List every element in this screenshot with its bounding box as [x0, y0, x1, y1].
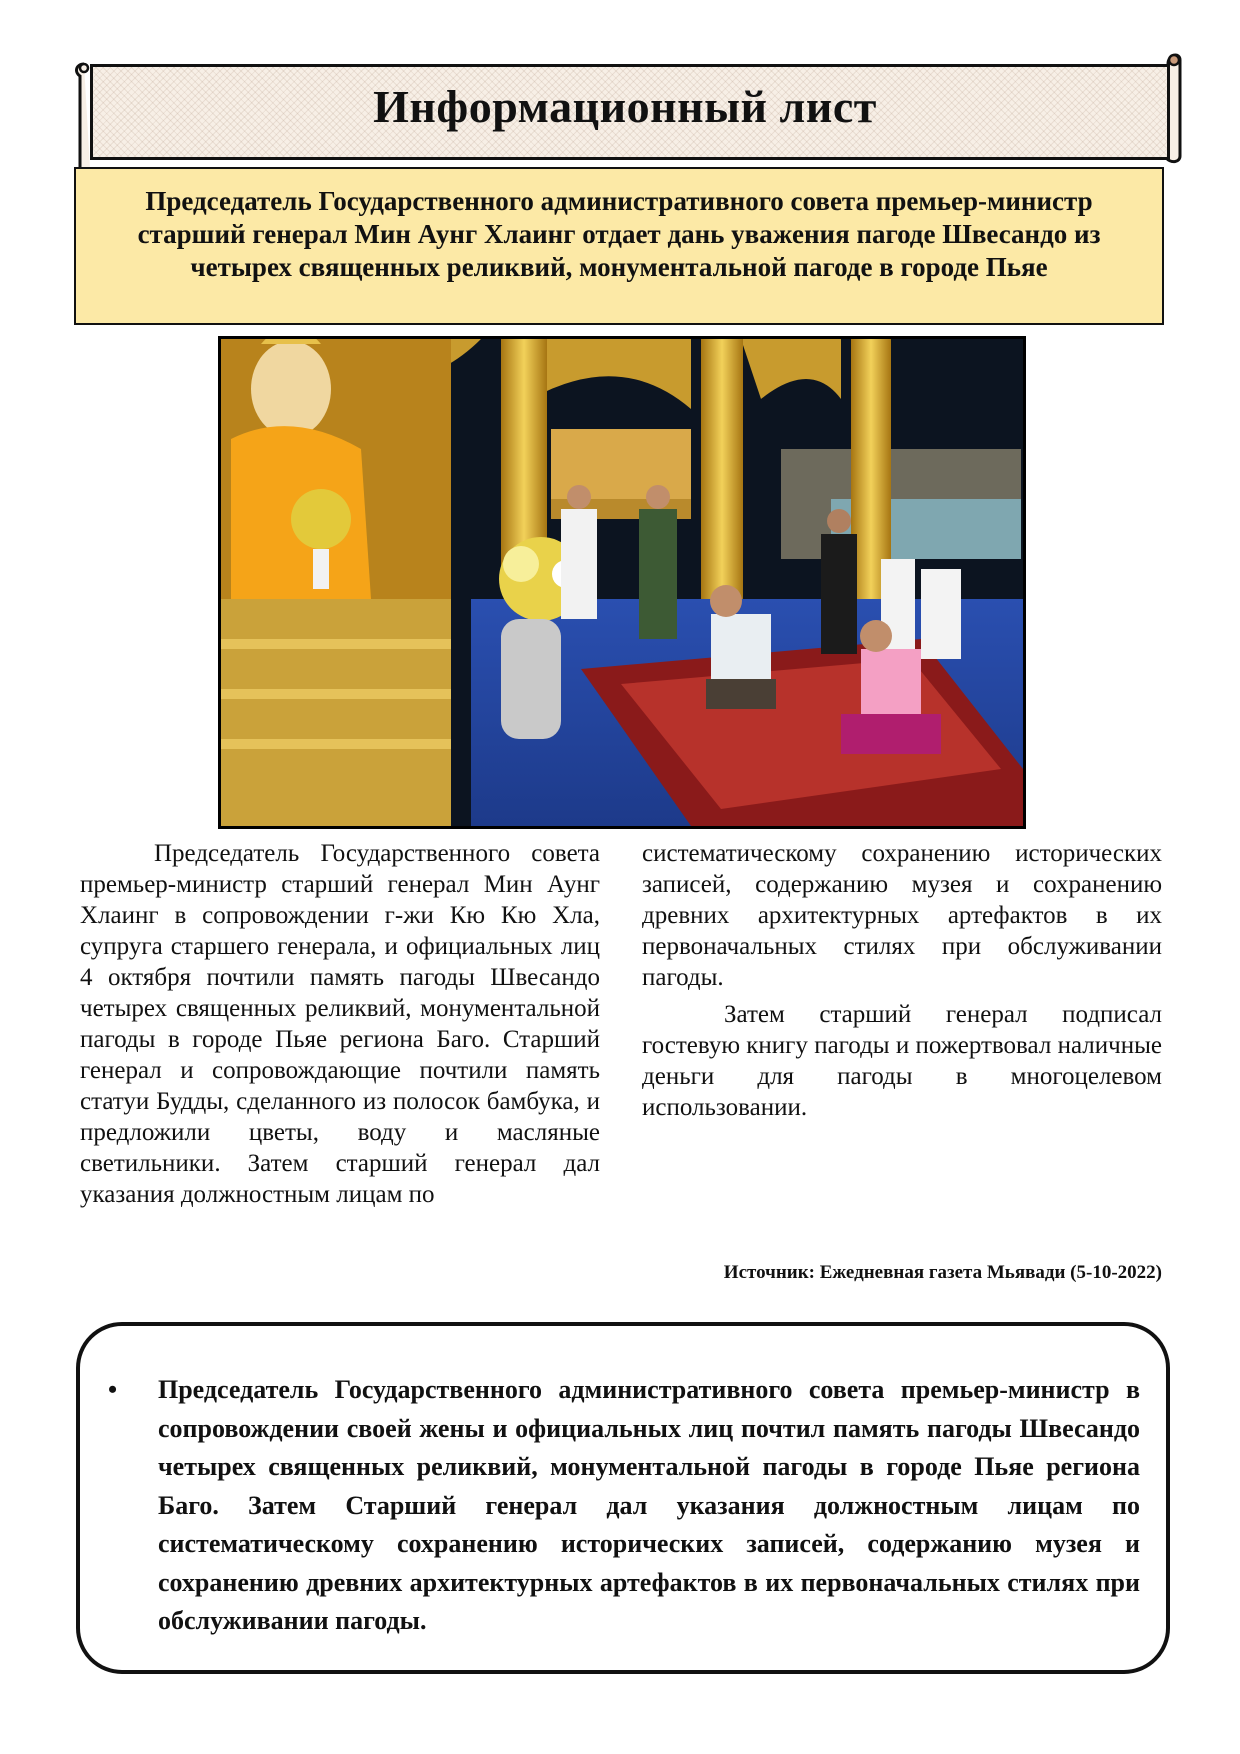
- headline: Председатель Государственного административного совета премьер-министр старший генерал Мин Аунг Хлаинг отдает дань уважения пагоде Швесандо из четырех священных реликвий, монументальной пагоде в городе Пьяе: [74, 167, 1164, 325]
- article-paragraph-2: Затем старший генерал подписал гостевую книгу пагоды и пожертвовал наличные деньги для пагоды в многоцелевом использовании.: [642, 1001, 1162, 1121]
- article-column-right: [642, 838, 1162, 1123]
- article-paragraph-1-end: систематическому сохранению исторических записей, содержанию музея и сохранению древних архитектурных артефактов в их первоначальных стилях при обслуживании пагоды.: [642, 840, 1162, 991]
- source-credit: Источник: Ежедневная газета Мьявади (5-10-2022): [723, 1262, 1162, 1283]
- summary-text: Председатель Государственного административного совета премьер-министр в сопровождении своей жены и официальных лиц почтил память пагоды Швесандо четырех священных реликвий, монументальной пагоды в городе Пьяе региона Баго. Затем Старший генерал дал указания должностным лицам по систематическому сохранению исторических записей, содержанию музея и сохранению древних архитектурных артефактов в их первоначальных стилях при обслуживании пагоды.: [158, 1375, 1140, 1635]
- article-paragraph-1-start: Председатель Государственного совета премьер-министр старший генерал Мин Аунг Хлаинг в сопровождении г-жи Кю Кю Хла, супруга старшего генерала, и официальных лиц 4 октября почтили память пагоды Швесандо четырех священных реликвий, монументальной пагоды в городе Пьяе региона Баго. Старший генерал и сопровождающие почтили память статуи Будды, сделанного из полосок бамбука, и предложили цветы, воду и масляные светильники. Затем старший генерал дал указания должностным лицам по: [80, 840, 600, 1208]
- article-photo: [218, 336, 1026, 829]
- summary-list: [108, 1371, 1140, 1641]
- bullet-icon: •: [108, 1375, 118, 1404]
- article-column-left: [80, 838, 600, 1210]
- photo-ceremony-icon: [221, 339, 1023, 826]
- page-title: Информационный лист: [373, 81, 877, 132]
- summary-item: [108, 1371, 1140, 1641]
- summary-box: [76, 1322, 1170, 1674]
- title-banner: [72, 58, 1178, 166]
